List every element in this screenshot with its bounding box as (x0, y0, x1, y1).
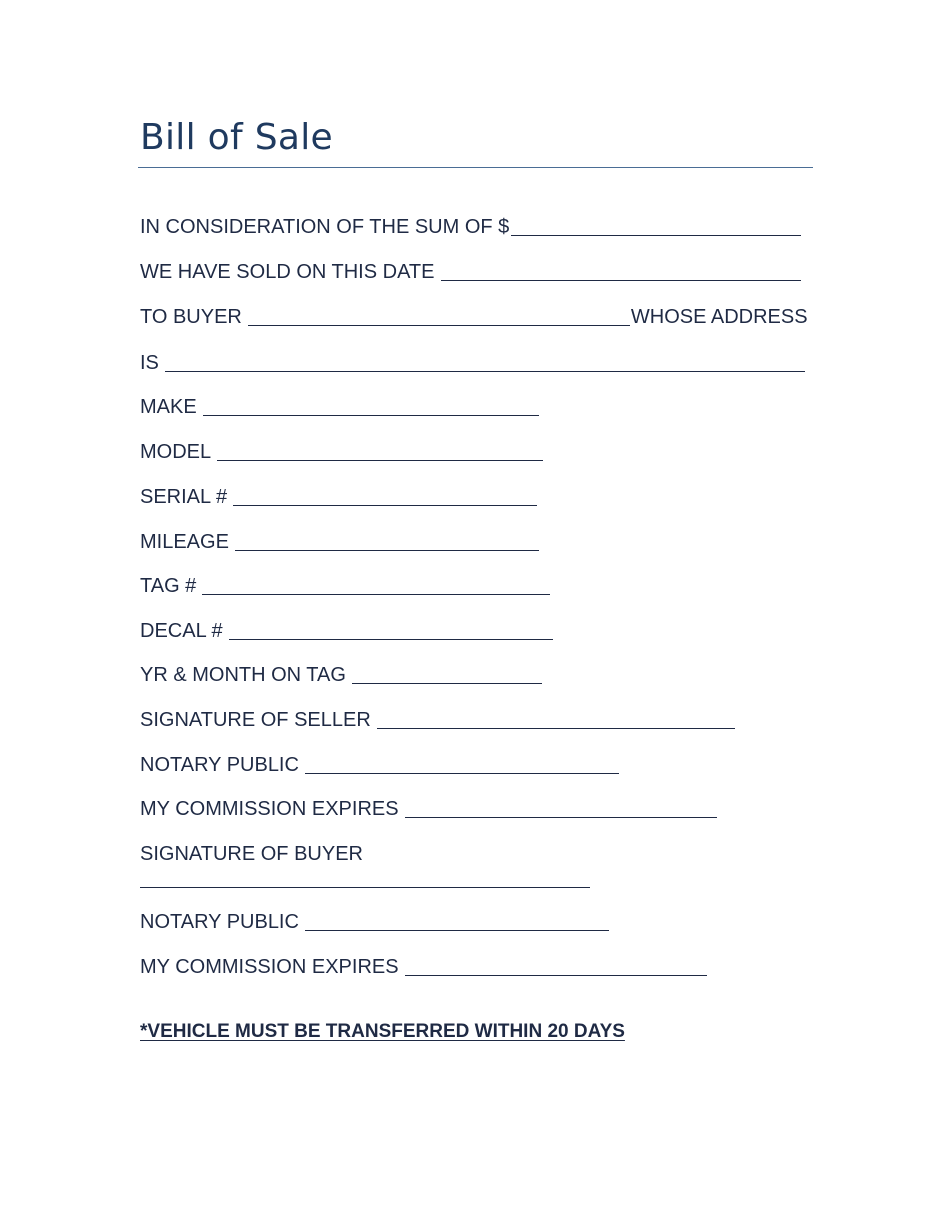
field-sum-blank[interactable] (511, 235, 801, 236)
field-decal-blank[interactable] (229, 639, 553, 640)
title-divider (138, 167, 813, 168)
field-tag-blank[interactable] (202, 594, 550, 595)
field-address-label: IS (140, 352, 159, 374)
field-model-blank[interactable] (217, 460, 543, 461)
field-seller-signature (140, 703, 735, 733)
field-make-label: MAKE (140, 396, 197, 418)
field-buyer-signature (140, 837, 363, 867)
field-mileage (140, 525, 539, 555)
field-serial-label: SERIAL # (140, 486, 228, 508)
field-notary-buyer-blank[interactable] (305, 930, 609, 931)
field-mileage-label: MILEAGE (140, 531, 229, 553)
field-commission-seller-blank[interactable] (405, 817, 717, 818)
document-title: Bill of Sale (140, 117, 333, 158)
field-notary-seller-blank[interactable] (305, 773, 619, 774)
field-make (140, 390, 539, 420)
field-tag-date-blank[interactable] (352, 683, 542, 684)
field-buyer-suffix: WHOSE ADDRESS (630, 306, 808, 328)
field-date (140, 255, 801, 285)
field-buyer-blank[interactable] (248, 325, 630, 326)
field-sum-label: IN CONSIDERATION OF THE SUM OF $ (140, 216, 510, 238)
field-serial-blank[interactable] (233, 505, 537, 506)
field-mileage-blank[interactable] (235, 550, 539, 551)
field-date-label: WE HAVE SOLD ON THIS DATE (140, 261, 435, 283)
field-buyer (140, 300, 808, 330)
field-commission-buyer-blank[interactable] (405, 975, 707, 976)
field-model (140, 435, 543, 465)
field-tag-date-label: YR & MONTH ON TAG (140, 664, 346, 686)
field-decal-label: DECAL # (140, 620, 223, 642)
field-commission-seller (140, 792, 717, 822)
field-notary-buyer-label: NOTARY PUBLIC (140, 911, 299, 933)
field-notary-seller-label: NOTARY PUBLIC (140, 754, 299, 776)
field-buyer-signature-blank[interactable] (140, 887, 590, 888)
field-notary-seller (140, 748, 619, 778)
field-tag (140, 569, 550, 599)
field-date-blank[interactable] (441, 280, 801, 281)
field-commission-buyer (140, 950, 707, 980)
field-notary-buyer (140, 905, 609, 935)
transfer-notice: *VEHICLE MUST BE TRANSFERRED WITHIN 20 DAYS (140, 1021, 625, 1042)
field-tag-date (140, 658, 542, 688)
field-address-blank[interactable] (165, 371, 805, 372)
field-seller-signature-label: SIGNATURE OF SELLER (140, 709, 371, 731)
field-buyer-label: TO BUYER (140, 306, 242, 328)
field-serial (140, 480, 537, 510)
field-make-blank[interactable] (203, 415, 539, 416)
field-tag-label: TAG # (140, 575, 197, 597)
field-commission-seller-label: MY COMMISSION EXPIRES (140, 798, 399, 820)
field-sum (140, 210, 803, 240)
field-model-label: MODEL (140, 441, 212, 463)
field-buyer-signature-label: SIGNATURE OF BUYER (140, 843, 363, 865)
field-seller-signature-blank[interactable] (377, 728, 735, 729)
field-commission-buyer-label: MY COMMISSION EXPIRES (140, 956, 399, 978)
field-decal (140, 614, 553, 644)
field-address (140, 346, 805, 376)
